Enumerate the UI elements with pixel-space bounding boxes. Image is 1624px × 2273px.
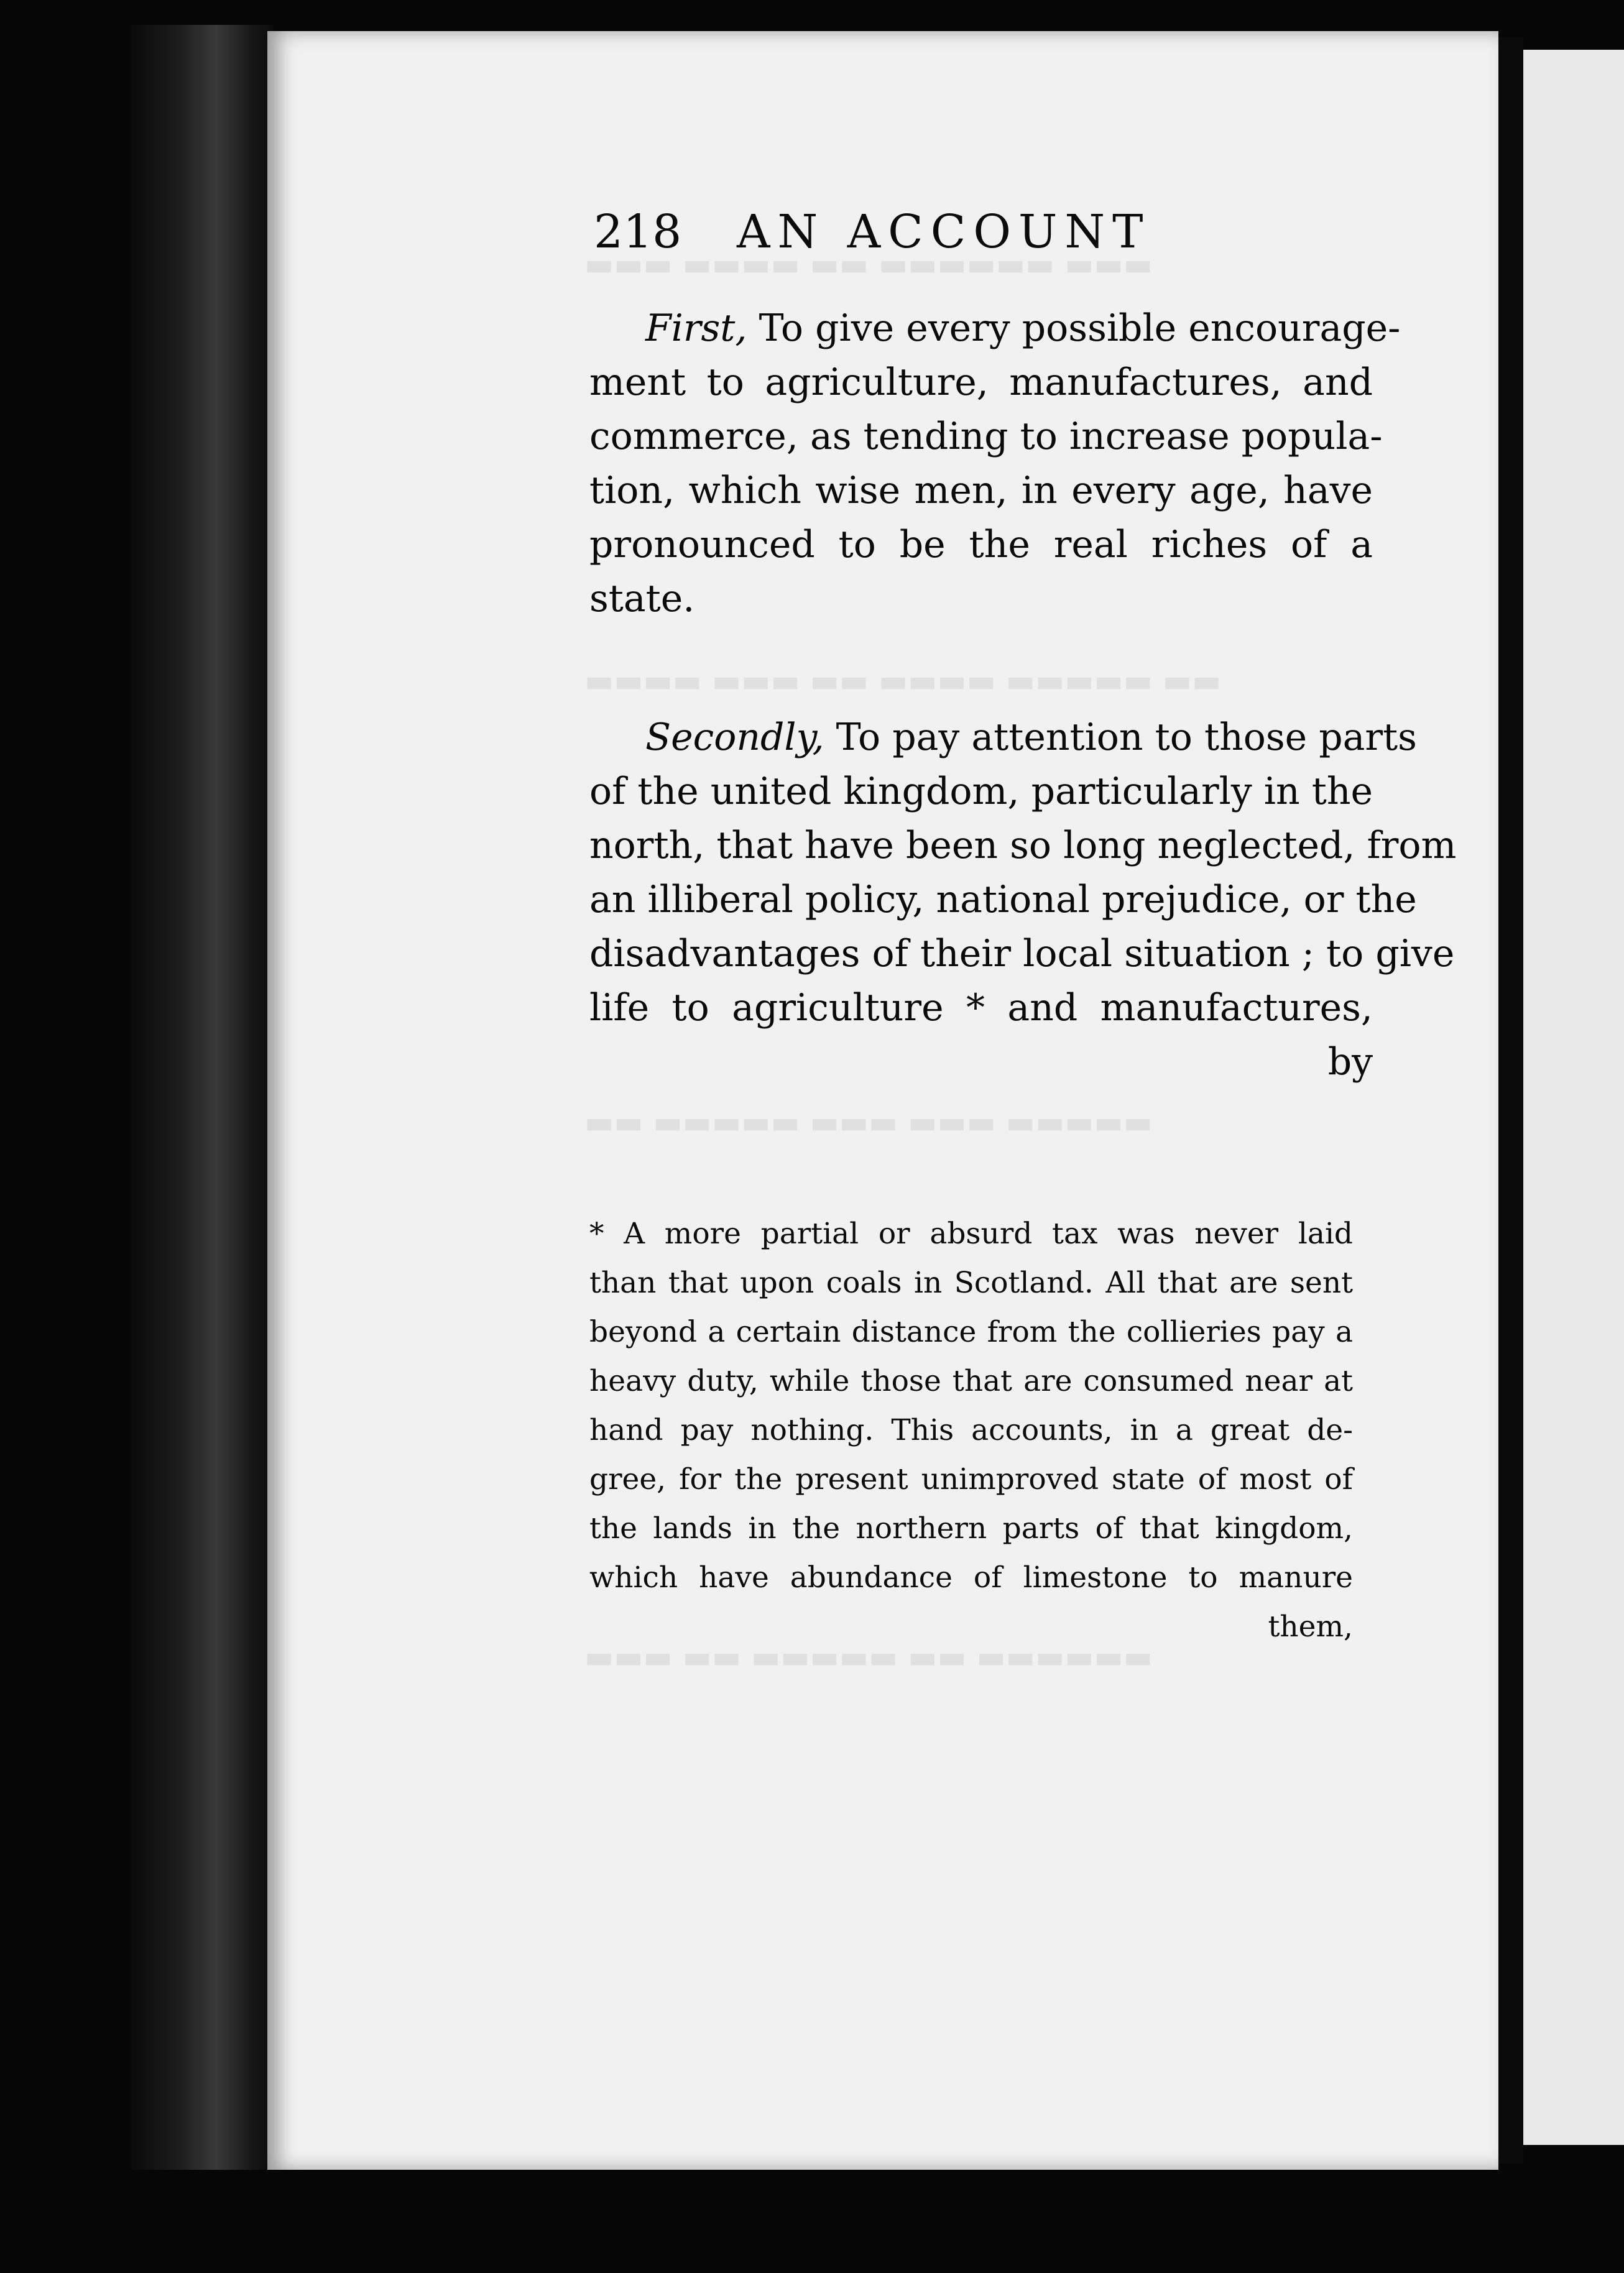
footnote-catchword: them, xyxy=(1268,1610,1353,1644)
text-line: an illiberal policy, national prejudice, or the xyxy=(589,878,1417,921)
paragraph-secondly xyxy=(589,711,1457,1089)
facing-page-edge xyxy=(1523,50,1624,2145)
footnote xyxy=(589,1209,1353,1651)
paragraph-lead-word: First, xyxy=(645,307,747,350)
page-gutter xyxy=(1498,37,1523,2164)
text-line: disadvantages of their local situation ; to give xyxy=(589,932,1455,975)
page-number: 218 xyxy=(594,205,682,259)
footnote-line: the lands in the northern parts of that kingdom, xyxy=(589,1511,1353,1546)
footnote-line: than that upon coals in Scotland. All that are sent xyxy=(589,1266,1353,1300)
book-spine xyxy=(131,25,274,2170)
text-line: First, To give every possible encourage- xyxy=(645,307,1401,350)
paragraph-first xyxy=(589,302,1401,626)
footnote-line: which have abundance of limestone to manure xyxy=(589,1561,1353,1595)
paragraph-lead-word: Secondly, xyxy=(645,716,824,759)
text-line: commerce, as tending to increase popula- xyxy=(589,415,1383,458)
text-line: ment to agriculture, manufactures, and xyxy=(589,361,1373,404)
running-head xyxy=(594,205,1219,261)
text-line: north, that have been so long neglected, from xyxy=(589,824,1457,867)
text-line: tion, which wise men, in every age, have xyxy=(589,469,1373,512)
running-title: AN ACCOUNT xyxy=(737,205,1151,259)
footnote-line: beyond a certain distance from the collieries pay a xyxy=(589,1315,1353,1349)
footnote-line: * A more partial or absurd tax was never laid xyxy=(589,1217,1353,1251)
text-line: of the united kingdom, particularly in the xyxy=(589,770,1373,813)
footnote-line: gree, for the present unimproved state of most of xyxy=(589,1462,1353,1496)
footnote-line: heavy duty, while those that are consumed near at xyxy=(589,1364,1353,1398)
text-line: state. xyxy=(589,577,695,620)
text-line: Secondly, To pay attention to those parts xyxy=(645,716,1417,759)
footnote-line: hand pay nothing. This accounts, in a great de- xyxy=(589,1413,1353,1447)
text-line: pronounced to be the real riches of a xyxy=(589,523,1373,566)
text-line: life to agriculture * and manufactures, xyxy=(589,986,1373,1030)
catchword: by xyxy=(1327,1040,1373,1084)
